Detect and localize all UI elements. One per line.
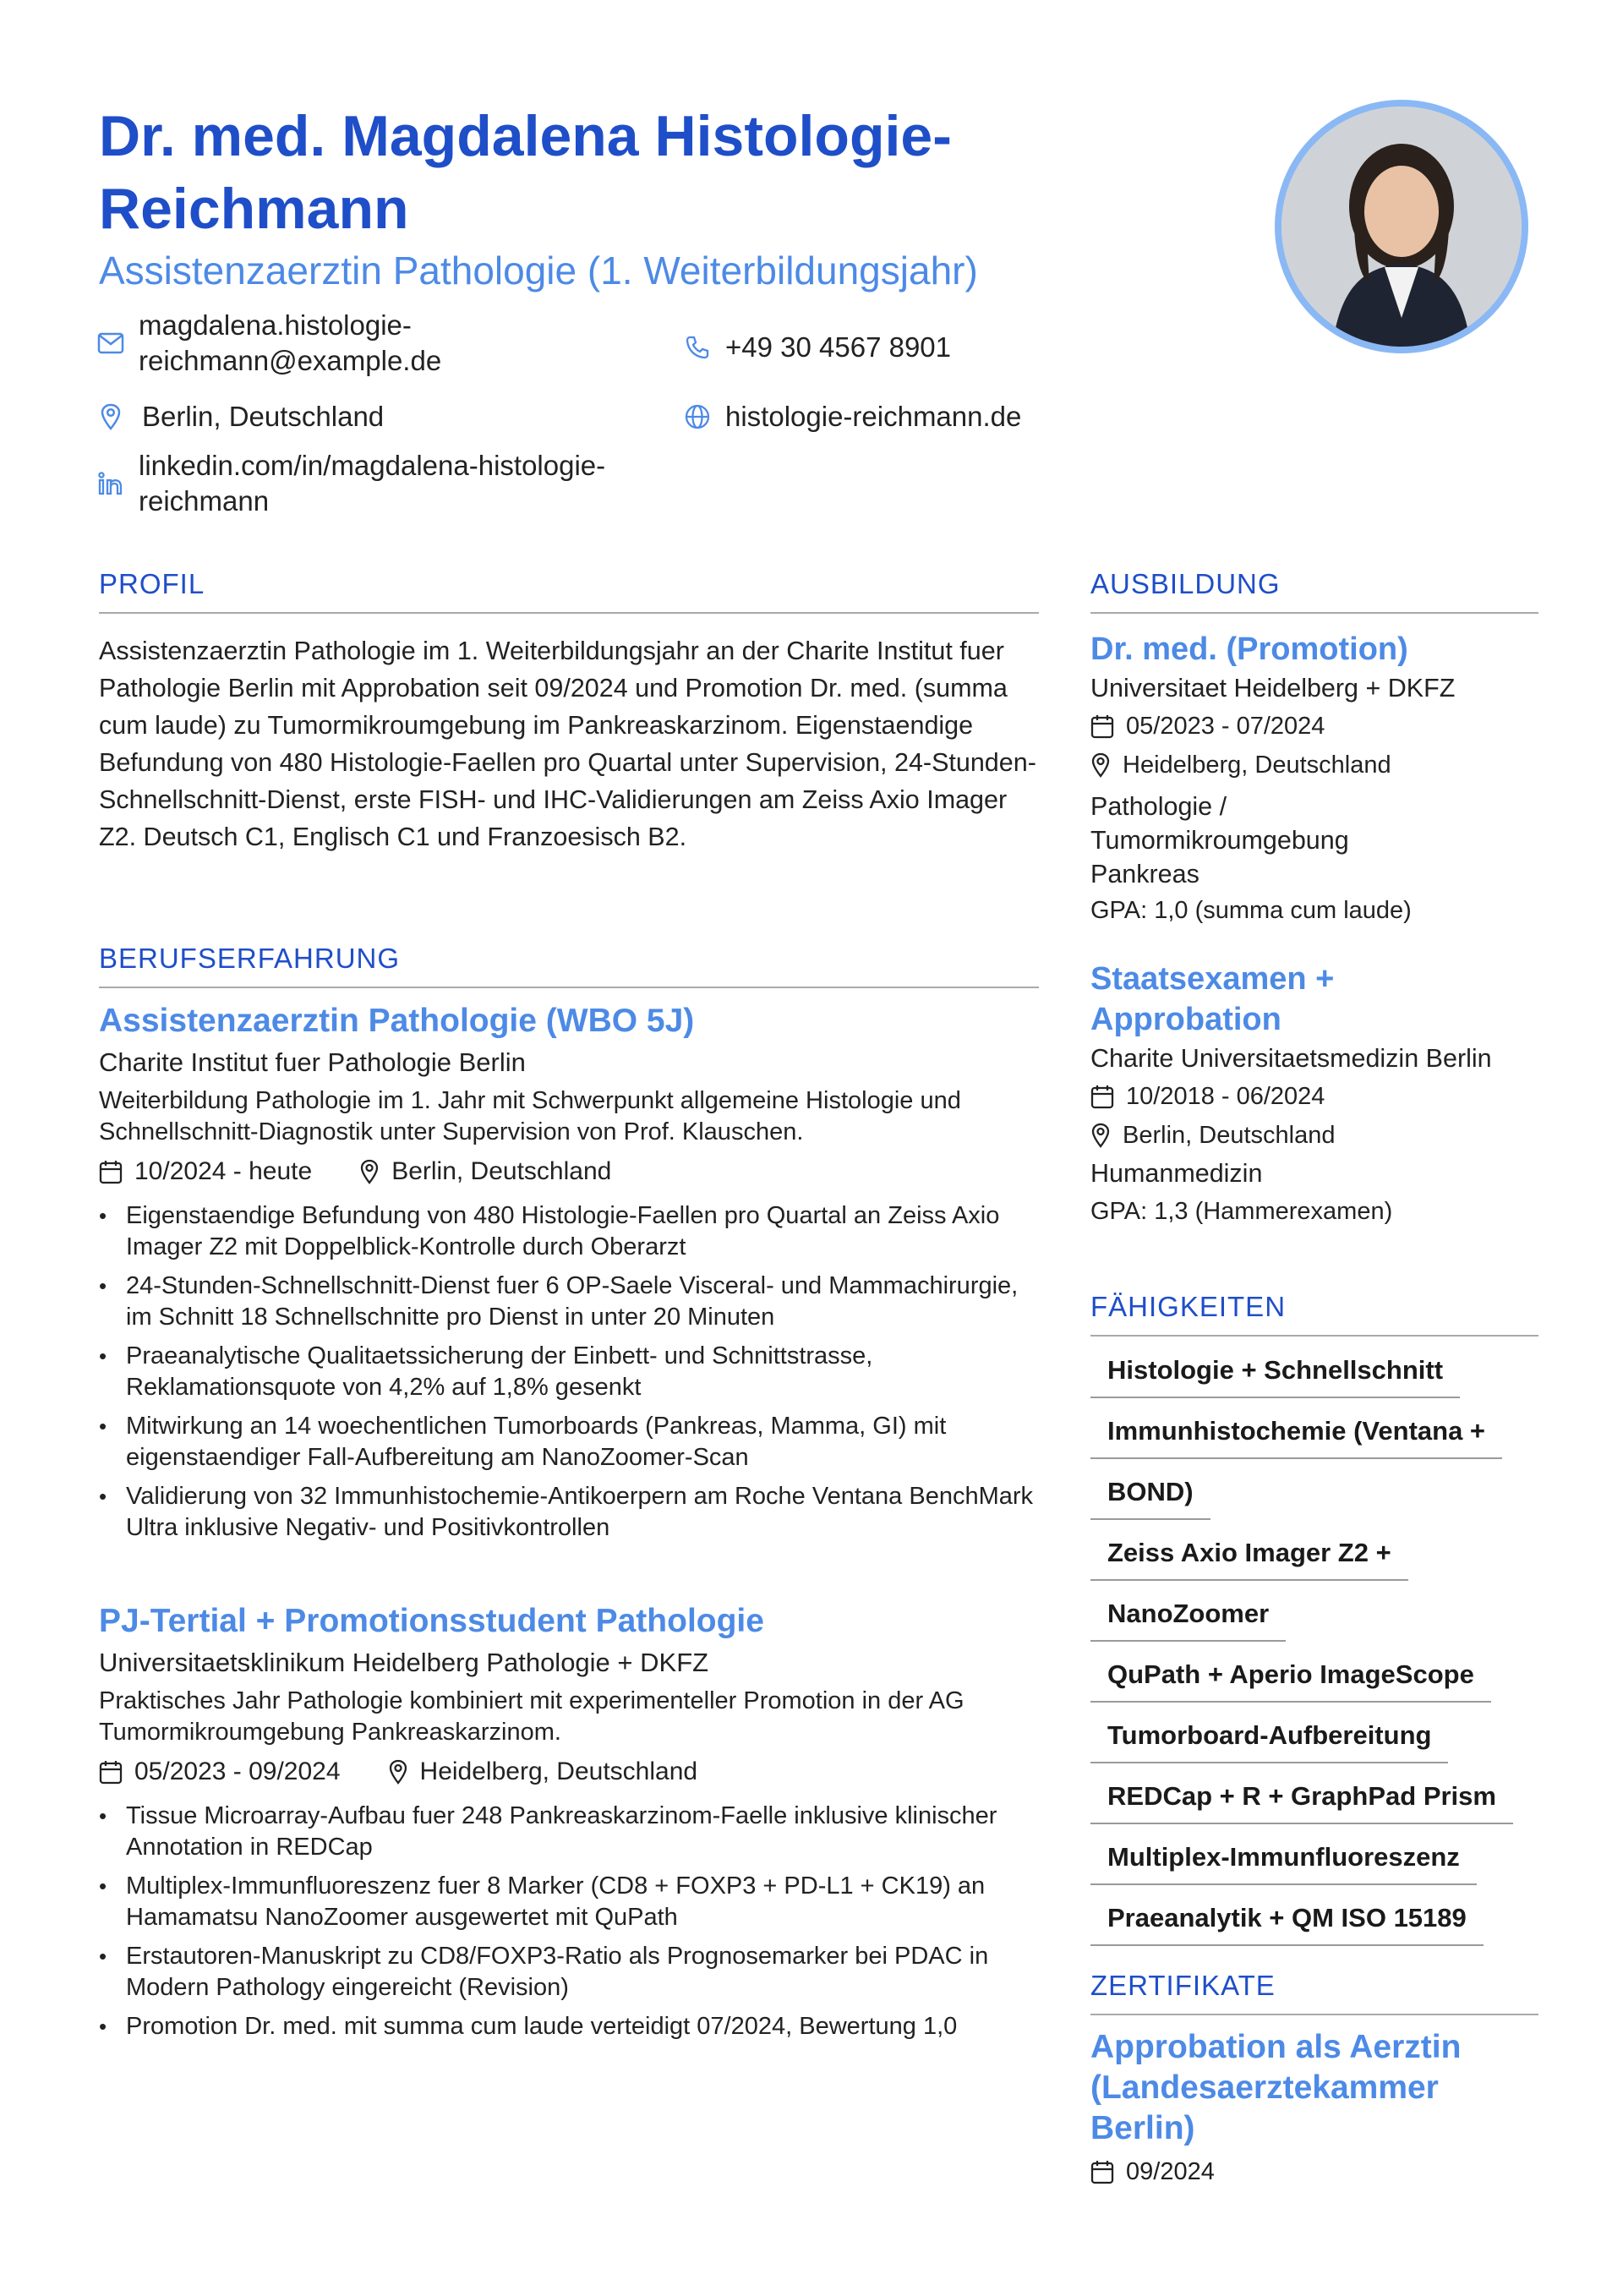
contact-linkedin[interactable]	[96, 448, 697, 519]
job-organization: Charite Institut fuer Pathologie Berlin	[99, 1047, 526, 1077]
contact-location	[96, 399, 384, 435]
education-entry	[1090, 629, 1538, 930]
profile-summary: Assistenzaerztin Pathologie im 1. Weiterbildungsjahr an der Charite Institut fuer Pathologie Berlin mit Approbation seit 09/2024 und Promotion Dr. med. (summa cum laude) zu Tumormikroumgebung im Pankreaskarzinom. Eigenstaendige Befundung von 480 Histologie-Faellen pro Quartal unter Supervision, 24-Stunden-Schnellschnitt-Dienst, erste FISH- und IHC-Validierungen am Zeiss Axio Imager Z2. Deutsch C1, Englisch C1 und Franzoesisch B2.	[99, 637, 1036, 851]
job-dates-text: 10/2024 - heute	[134, 1157, 313, 1185]
gpa: GPA: 1,3 (Hammerexamen)	[1090, 1198, 1393, 1225]
education-dates-text: 05/2023 - 07/2024	[1126, 713, 1325, 740]
job-location	[388, 1755, 698, 1789]
location-text: Berlin, Deutschland	[142, 401, 385, 432]
profile-photo	[1275, 100, 1528, 353]
location-icon	[388, 1759, 408, 1785]
job-organization: Universitaetsklinikum Heidelberg Pathologie + DKFZ	[99, 1648, 709, 1677]
job-dates	[99, 1155, 312, 1189]
skill-tag: Tumorboard-Aufbereitung	[1090, 1713, 1448, 1763]
calendar-icon	[1090, 713, 1114, 739]
section-title-education: AUSBILDUNG	[1090, 568, 1538, 614]
job-description: Weiterbildung Pathologie im 1. Jahr mit Schwerpunkt allgemeine Histologie und Schnellschnitt-Diagnostik unter Supervision von Prof. Klauschen.	[99, 1087, 961, 1145]
certificate-title: Approbation als Aerztin (Landesaerztekammer Berlin)	[1090, 2029, 1462, 2146]
mail-icon	[96, 329, 125, 358]
achievement-item: • Promotion Dr. med. mit summa cum laude verteidigt 07/2024, Bewertung 1,0	[99, 2011, 1039, 2042]
job-achievements	[99, 1801, 1039, 2042]
achievement-item: • Multiplex-Immunfluoreszenz fuer 8 Marker (CD8 + FOXP3 + PD-L1 + CK19) an Hamamatsu NanoZoomer ausgewertet mit QuPath	[99, 1871, 1039, 1933]
certificate-date-text: 09/2024	[1126, 2158, 1215, 2185]
skill-tag: NanoZoomer	[1090, 1591, 1286, 1642]
achievement-item: • Eigenstaendige Befundung von 480 Histologie-Faellen pro Quartal an Zeiss Axio Imager Z2 mit Doppelblick-Kontrolle durch Oberarzt	[99, 1200, 1039, 1263]
phone-text: +49 30 4567 8901	[725, 331, 952, 363]
calendar-icon	[1090, 2159, 1114, 2184]
education-dates	[1090, 1077, 1538, 1116]
contact-email[interactable]	[96, 308, 697, 379]
job-location-text: Heidelberg, Deutschland	[419, 1758, 698, 1785]
job-title: Assistenzaerztin Pathologie (1. Weiterbildungsjahr)	[99, 249, 978, 292]
field-of-study: Pathologie / Tumormikroumgebung Pankreas	[1090, 792, 1349, 888]
linkedin-text: linkedin.com/in/magdalena-histologie-reichmann	[139, 450, 606, 517]
skill-tag: Multiplex-Immunfluoreszenz	[1090, 1834, 1477, 1885]
education-location-text: Berlin, Deutschland	[1123, 1122, 1336, 1149]
job-meta	[99, 1155, 1039, 1189]
degree-title: Dr. med. (Promotion)	[1090, 631, 1408, 667]
education-location	[1090, 746, 1538, 784]
location-icon	[1090, 1123, 1111, 1148]
education-dates	[1090, 707, 1538, 746]
education-entry	[1090, 959, 1538, 1231]
gpa: GPA: 1,0 (summa cum laude)	[1090, 897, 1412, 924]
school-name: Universitaet Heidelberg + DKFZ	[1090, 674, 1456, 702]
achievement-item: • Tissue Microarray-Aufbau fuer 248 Pankreaskarzinom-Faelle inklusive klinischer Annotation in REDCap	[99, 1801, 1039, 1863]
achievement-item: • 24-Stunden-Schnellschnitt-Dienst fuer 6 OP-Saele Visceral- und Mammachirurgie, im Schnitt 18 Schnellschnitte pro Dienst in unter 20 Minuten	[99, 1271, 1039, 1333]
contact-website[interactable]	[683, 399, 1021, 435]
education-location-text: Heidelberg, Deutschland	[1123, 752, 1391, 779]
skill-tag: BOND)	[1090, 1469, 1210, 1520]
globe-icon	[683, 402, 712, 431]
email-text: magdalena.histologie-reichmann@example.de	[139, 309, 442, 376]
skill-tag: REDCap + R + GraphPad Prism	[1090, 1774, 1513, 1824]
education-dates-text: 10/2018 - 06/2024	[1126, 1083, 1325, 1110]
job-location	[359, 1155, 611, 1189]
job-dates	[99, 1755, 341, 1789]
job-location-text: Berlin, Deutschland	[391, 1157, 612, 1185]
calendar-icon	[99, 1759, 123, 1785]
contact-phone[interactable]	[683, 330, 951, 365]
job-description: Praktisches Jahr Pathologie kombiniert mit experimenteller Promotion in der AG Tumormikroumgebung Pankreaskarzinom.	[99, 1687, 965, 1746]
skill-tag: QuPath + Aperio ImageScope	[1090, 1652, 1491, 1703]
job-achievements	[99, 1200, 1039, 1544]
section-title-experience: BERUFSERFAHRUNG	[99, 943, 1039, 988]
job-meta	[99, 1755, 1039, 1789]
job-title: PJ-Tertial + Promotionsstudent Pathologie	[99, 1603, 764, 1639]
achievement-item: • Praeanalytische Qualitaetssicherung der Einbett- und Schnittstrasse, Reklamationsquote von 4,2% auf 1,8% gesenkt	[99, 1341, 1039, 1403]
portrait-image	[1281, 107, 1522, 347]
skills-list	[1090, 1348, 1538, 1956]
achievement-item: • Mitwirkung an 14 woechentlichen Tumorboards (Pankreas, Mamma, GI) mit eigenstaendiger Fall-Aufbereitung am NanoZoomer-Scan	[99, 1411, 1039, 1473]
skill-tag: Histologie + Schnellschnitt	[1090, 1348, 1460, 1398]
certificate-date	[1090, 2152, 1538, 2191]
location-icon	[96, 402, 125, 431]
skill-tag: Immunhistochemie (Ventana +	[1090, 1408, 1502, 1459]
section-title-skills: FÄHIGKEITEN	[1090, 1291, 1538, 1337]
education-location	[1090, 1116, 1538, 1155]
candidate-name: Dr. med. Magdalena Histologie-Reichmann	[99, 104, 952, 241]
experience-entry	[99, 999, 1039, 1551]
website-text: histologie-reichmann.de	[725, 401, 1022, 432]
job-dates-text: 05/2023 - 09/2024	[134, 1758, 341, 1785]
location-icon	[359, 1159, 380, 1184]
calendar-icon	[1090, 1084, 1114, 1109]
section-title-certificates: ZERTIFIKATE	[1090, 1970, 1538, 2015]
certificate-entry	[1090, 2027, 1538, 2191]
achievement-item: • Validierung von 32 Immunhistochemie-Antikoerpern am Roche Ventana BenchMark Ultra inklusive Negativ- und Positivkontrollen	[99, 1481, 1039, 1544]
degree-title: Staatsexamen + Approbation	[1090, 961, 1335, 1037]
school-name: Charite Universitaetsmedizin Berlin	[1090, 1044, 1492, 1073]
phone-icon	[683, 333, 712, 362]
experience-entry	[99, 1599, 1039, 2050]
job-title: Assistenzaerztin Pathologie (WBO 5J)	[99, 1003, 695, 1039]
field-of-study: Humanmedizin	[1090, 1159, 1263, 1188]
achievement-item: • Erstautoren-Manuskript zu CD8/FOXP3-Ratio als Prognosemarker bei PDAC in Modern Pathology eingereicht (Revision)	[99, 1941, 1039, 2004]
skill-tag: Zeiss Axio Imager Z2 +	[1090, 1530, 1408, 1581]
linkedin-icon	[96, 469, 125, 498]
location-icon	[1090, 752, 1111, 778]
skill-tag: Praeanalytik + QM ISO 15189	[1090, 1895, 1484, 1946]
calendar-icon	[99, 1159, 123, 1184]
section-title-profile: PROFIL	[99, 568, 1039, 614]
